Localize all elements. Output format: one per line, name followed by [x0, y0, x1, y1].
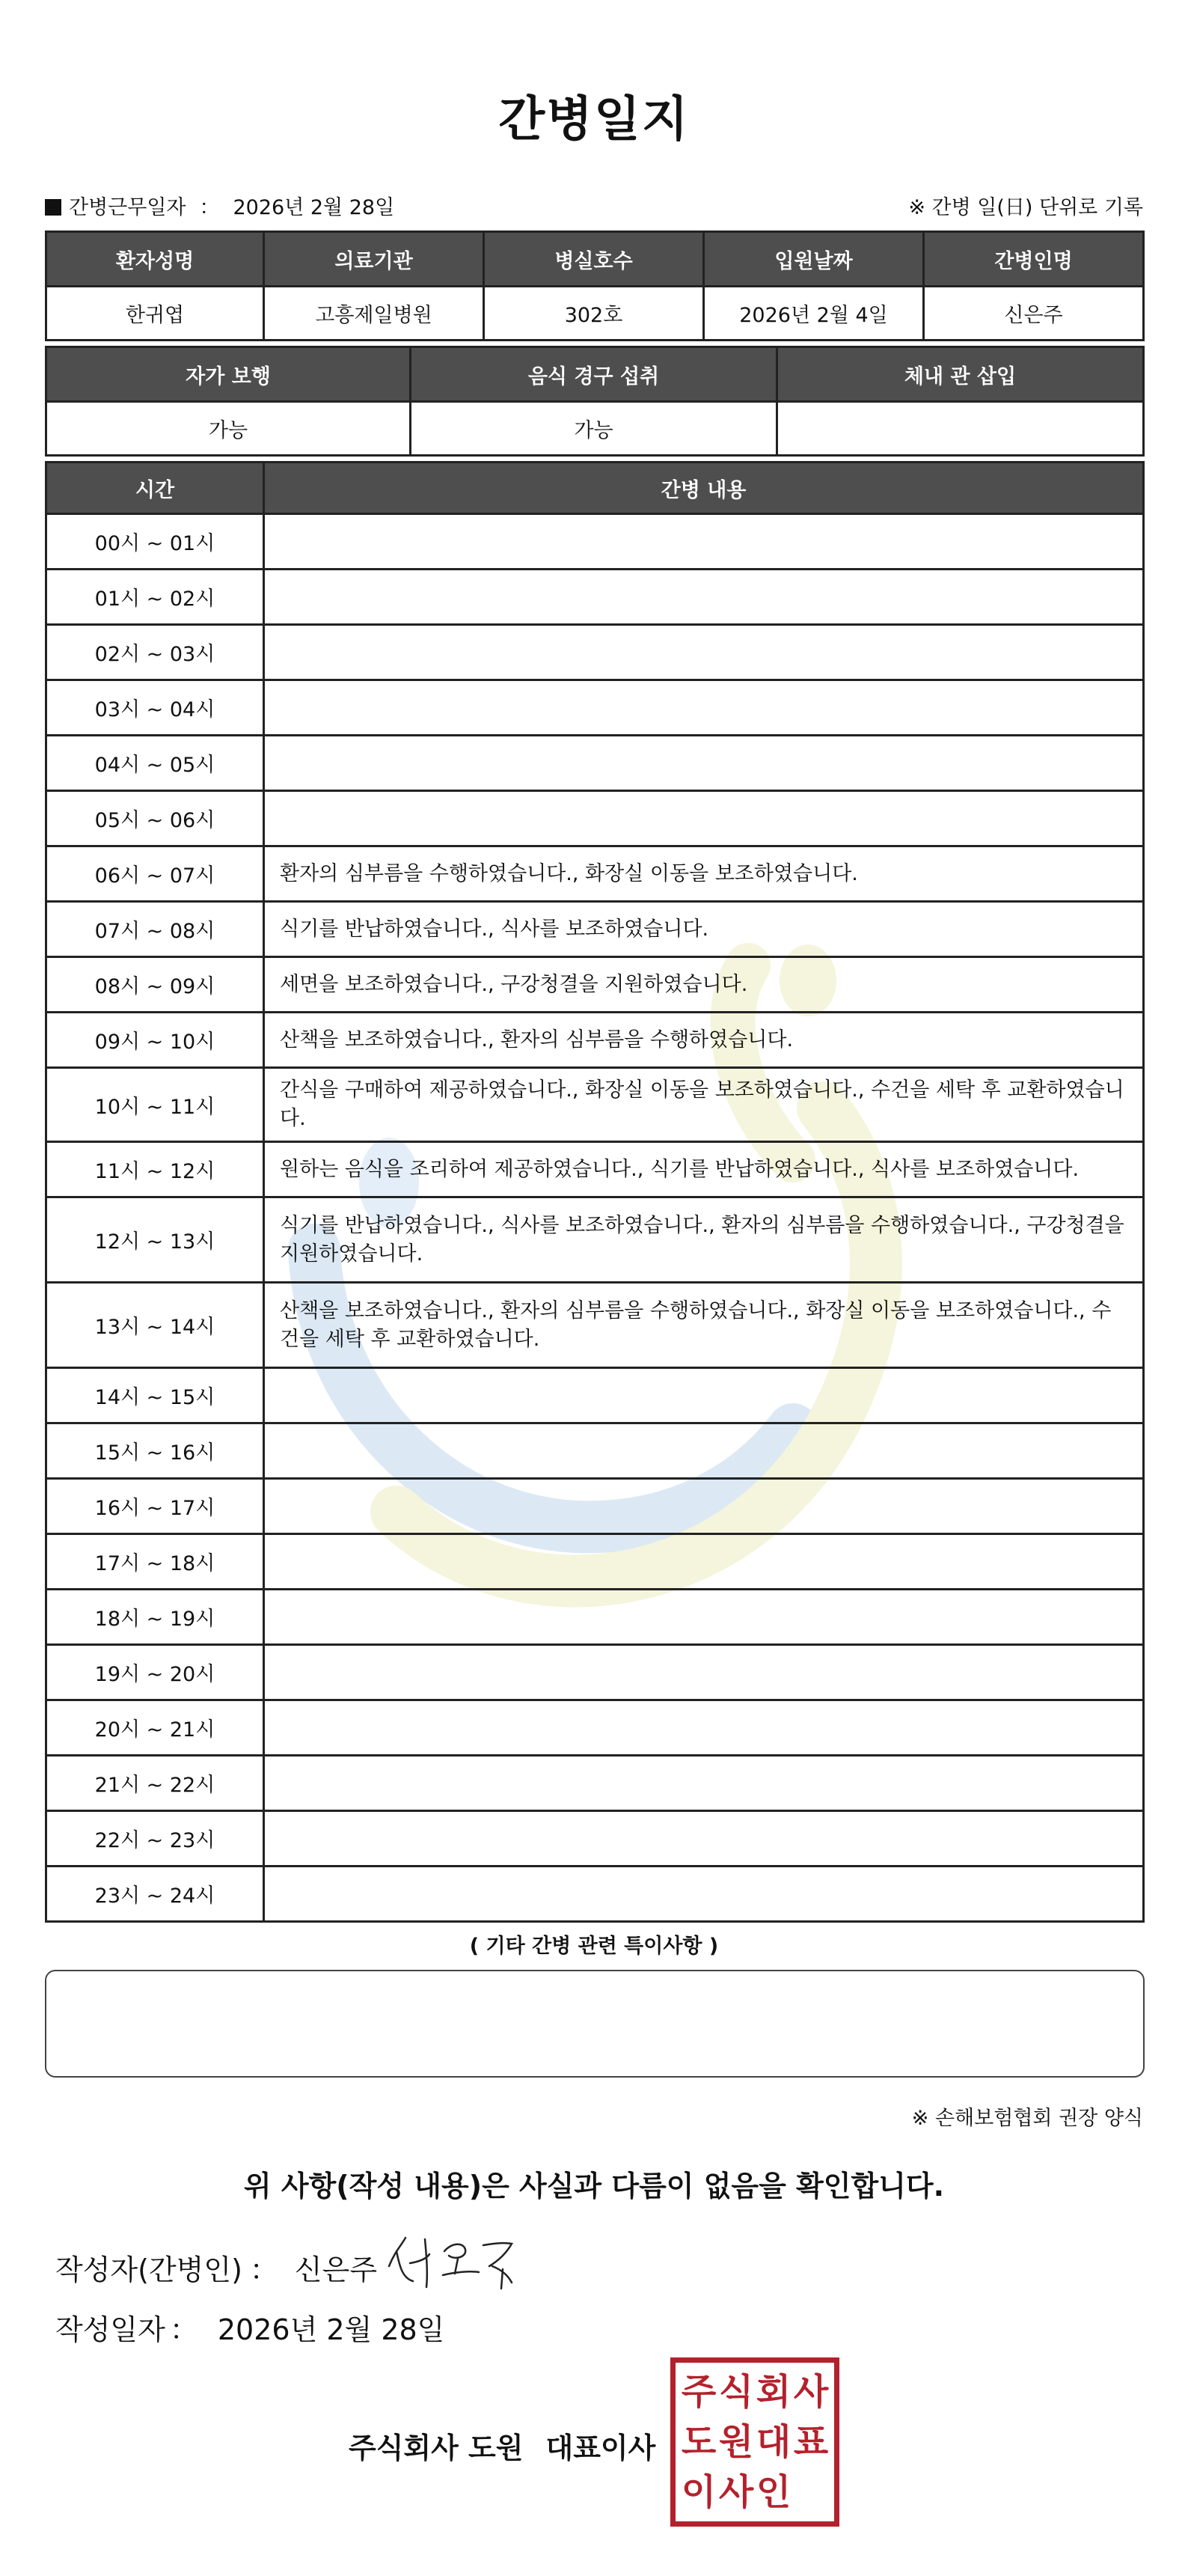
table-row	[45, 1013, 1145, 1069]
care-log-rows	[45, 515, 1145, 1923]
header-oral-intake: 음식 경구 섭취	[411, 346, 778, 403]
care-content	[265, 570, 1145, 626]
seal-character: 대	[756, 2420, 792, 2463]
table-row	[45, 736, 1145, 792]
table-row	[45, 515, 1145, 570]
header-care-content: 간병 내용	[265, 461, 1145, 515]
time-slot: 22시 ~ 23시	[45, 1812, 265, 1867]
table-row	[45, 1590, 1145, 1646]
writer-colon: ：	[249, 2253, 278, 2286]
table-row	[45, 1812, 1145, 1867]
written-date-colon: ：	[169, 2313, 198, 2346]
writer-name: 신은주	[294, 2253, 378, 2286]
header-admission-date: 입원날짜	[705, 231, 925, 287]
care-content	[265, 1646, 1145, 1701]
patient-status-table	[45, 346, 1145, 457]
time-slot: 11시 ~ 12시	[45, 1143, 265, 1198]
time-slot: 05시 ~ 06시	[45, 792, 265, 847]
time-slot: 14시 ~ 15시	[45, 1369, 265, 1424]
time-slot: 12시 ~ 13시	[45, 1198, 265, 1284]
square-bullet-icon	[45, 199, 61, 216]
care-content: 원하는 음식을 조리하여 제공하였습니다., 식기를 반납하였습니다., 식사를 보조하였습니다.	[265, 1143, 1145, 1198]
time-slot: 10시 ~ 11시	[45, 1069, 265, 1143]
table-row	[45, 1701, 1145, 1756]
header-institution: 의료기관	[265, 231, 485, 287]
writer-line	[55, 2247, 377, 2288]
patient-name: 한귀엽	[45, 287, 265, 341]
care-content: 식기를 반납하였습니다., 식사를 보조하였습니다.	[265, 903, 1145, 958]
care-content	[265, 1424, 1145, 1480]
tube-insertion-status	[778, 403, 1145, 457]
seal-character: 주	[681, 2371, 717, 2414]
care-content	[265, 1369, 1145, 1424]
care-content: 간식을 구매하여 제공하였습니다., 화장실 이동을 보조하였습니다., 수건을 세탁 후 교환하였습니다.	[265, 1069, 1145, 1143]
time-slot: 23시 ~ 24시	[45, 1867, 265, 1923]
written-date-line	[55, 2307, 444, 2348]
care-content: 식기를 반납하였습니다., 식사를 보조하였습니다., 환자의 심부름을 수행하였습니다., 구강청결을 지원하였습니다.	[265, 1198, 1145, 1284]
room-number: 302호	[485, 287, 705, 341]
confirmation-statement: 위 사항(작성 내용)은 사실과 다름이 없음을 확인합니다.	[243, 2170, 945, 2203]
patient-info-table	[45, 231, 1145, 341]
table-row	[45, 1143, 1145, 1198]
institution: 고흥제일병원	[265, 287, 485, 341]
header-caregiver: 간병인명	[925, 231, 1145, 287]
handwritten-signature	[380, 2229, 522, 2292]
written-date-label: 작성일자	[55, 2313, 165, 2346]
care-content	[265, 1812, 1145, 1867]
care-content: 산책을 보조하였습니다., 환자의 심부름을 수행하였습니다.	[265, 1013, 1145, 1069]
notes-box	[45, 1970, 1145, 2078]
company-line	[349, 2425, 655, 2466]
header-tube-insertion: 체내 관 삽입	[778, 346, 1145, 403]
table-row	[45, 958, 1145, 1013]
time-slot: 02시 ~ 03시	[45, 626, 265, 681]
notes-label: ( 기타 간병 관련 특이사항 )	[469, 1935, 719, 1958]
header-time: 시간	[45, 461, 265, 515]
time-slot: 21시 ~ 22시	[45, 1756, 265, 1812]
walking-status: 가능	[45, 403, 411, 457]
seal-characters	[680, 2367, 830, 2517]
writer-label: 작성자(간병인)	[55, 2253, 242, 2286]
seal-character: 인	[756, 2470, 792, 2513]
seal-character: 사	[718, 2470, 754, 2513]
time-slot: 08시 ~ 09시	[45, 958, 265, 1013]
care-content	[265, 792, 1145, 847]
table-row	[45, 1756, 1145, 1812]
oral-intake-status: 가능	[411, 403, 778, 457]
form-note: ※ 손해보험협회 권장 양식	[911, 2107, 1143, 2130]
table-row	[45, 847, 1145, 903]
work-date-colon: ：	[199, 196, 220, 219]
time-slot: 18시 ~ 19시	[45, 1590, 265, 1646]
care-content	[265, 681, 1145, 736]
table-row	[45, 1198, 1145, 1284]
time-slot: 15시 ~ 16시	[45, 1424, 265, 1480]
work-date-value: 2026년 2월 28일	[233, 196, 395, 219]
time-slot: 06시 ~ 07시	[45, 847, 265, 903]
header-room: 병실호수	[485, 231, 705, 287]
company-name: 주식회사 도원	[349, 2432, 524, 2464]
header-walking: 자가 보행	[45, 346, 411, 403]
care-content	[265, 1867, 1145, 1923]
time-slot: 01시 ~ 02시	[45, 570, 265, 626]
written-date-value: 2026년 2월 28일	[217, 2313, 445, 2346]
table-row	[45, 1284, 1145, 1369]
care-content: 환자의 심부름을 수행하였습니다., 화장실 이동을 보조하였습니다.	[265, 847, 1145, 903]
seal-character: 회	[756, 2371, 792, 2414]
table-row	[45, 626, 1145, 681]
company-seal-stamp	[670, 2357, 839, 2527]
time-slot: 16시 ~ 17시	[45, 1480, 265, 1535]
time-slot: 00시 ~ 01시	[45, 515, 265, 570]
care-content	[265, 1535, 1145, 1590]
care-content	[265, 626, 1145, 681]
table-row	[45, 792, 1145, 847]
document-title: 간병일지	[498, 92, 690, 147]
table-row	[45, 1646, 1145, 1701]
care-content	[265, 515, 1145, 570]
time-slot: 17시 ~ 18시	[45, 1535, 265, 1590]
table-row	[45, 1535, 1145, 1590]
care-log-table	[45, 461, 1145, 1923]
time-slot: 07시 ~ 08시	[45, 903, 265, 958]
table-row	[45, 1369, 1145, 1424]
header-patient-name: 환자성명	[45, 231, 265, 287]
caregiver-name: 신은주	[925, 287, 1145, 341]
admission-date: 2026년 2월 4일	[705, 287, 925, 341]
work-date-line	[45, 191, 394, 220]
care-content	[265, 736, 1145, 792]
seal-character: 표	[793, 2420, 829, 2463]
work-date-label: 간병근무일자	[69, 196, 186, 219]
table-row	[45, 1867, 1145, 1923]
time-slot: 13시 ~ 14시	[45, 1284, 265, 1369]
seal-character: 원	[718, 2420, 754, 2463]
care-content	[265, 1480, 1145, 1535]
table-row	[45, 681, 1145, 736]
time-slot: 04시 ~ 05시	[45, 736, 265, 792]
care-content	[265, 1701, 1145, 1756]
table-row	[45, 1424, 1145, 1480]
care-content: 산책을 보조하였습니다., 환자의 심부름을 수행하였습니다., 화장실 이동을 보조하였습니다., 수건을 세탁 후 교환하였습니다.	[265, 1284, 1145, 1369]
table-row	[45, 903, 1145, 958]
care-content	[265, 1590, 1145, 1646]
care-content: 세면을 보조하였습니다., 구강청결을 지원하였습니다.	[265, 958, 1145, 1013]
unit-note: ※ 간병 일(日) 단위로 기록	[908, 196, 1143, 219]
table-row	[45, 570, 1145, 626]
seal-character: 도	[681, 2420, 717, 2463]
seal-character: 이	[681, 2470, 717, 2513]
company-role: 대표이사	[545, 2432, 656, 2464]
time-slot: 03시 ~ 04시	[45, 681, 265, 736]
time-slot: 19시 ~ 20시	[45, 1646, 265, 1701]
table-row	[45, 1069, 1145, 1143]
time-slot: 09시 ~ 10시	[45, 1013, 265, 1069]
time-slot: 20시 ~ 21시	[45, 1701, 265, 1756]
care-content	[265, 1756, 1145, 1812]
seal-character: 사	[793, 2371, 829, 2414]
seal-character: 식	[718, 2371, 754, 2414]
table-row	[45, 1480, 1145, 1535]
